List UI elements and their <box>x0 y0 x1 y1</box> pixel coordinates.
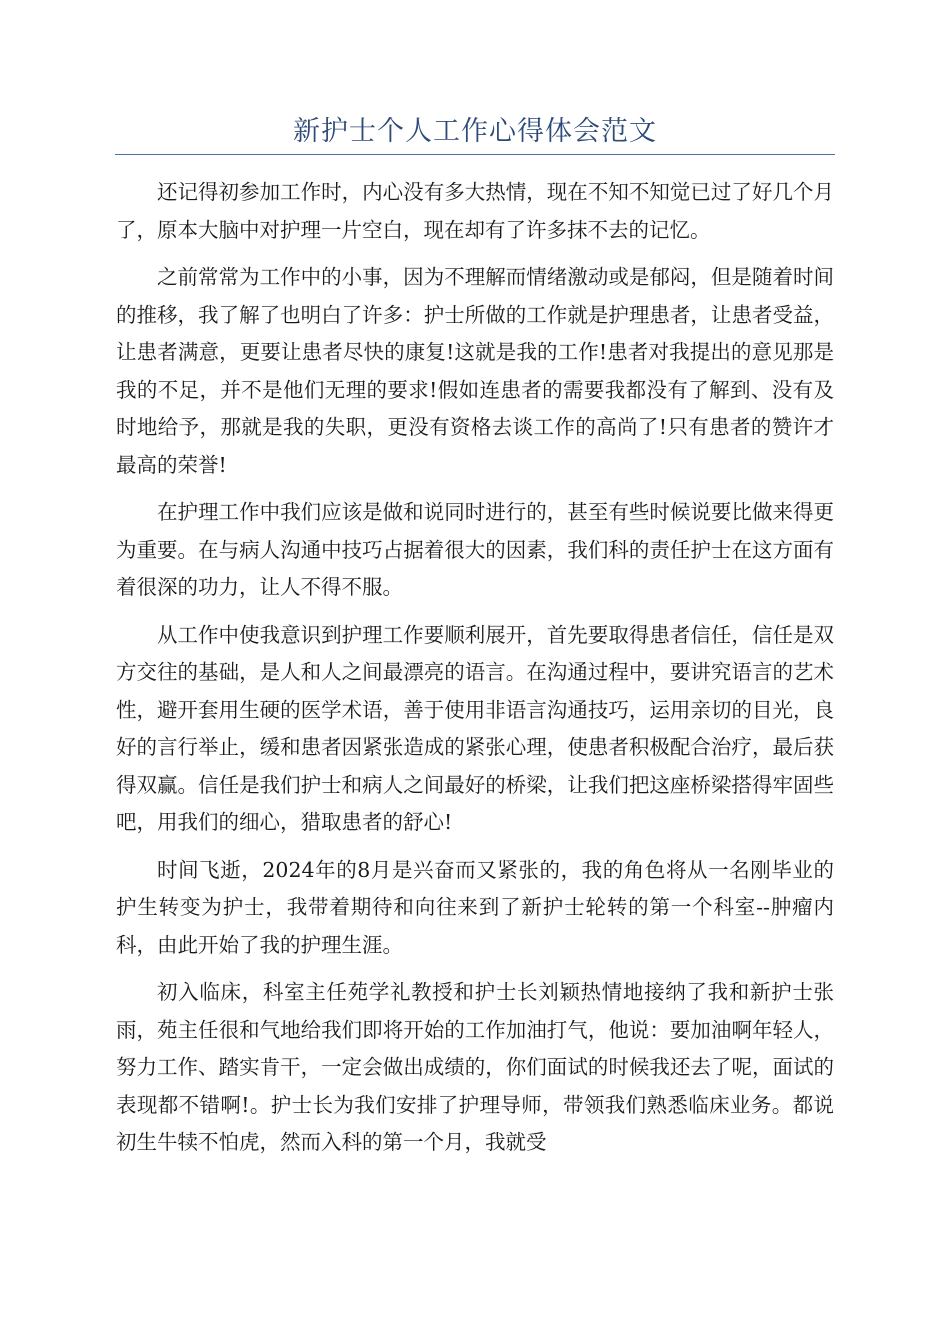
paragraph-4: 从工作中使我意识到护理工作要顺利展开，首先要取得患者信任，信任是双方交往的基础，是人和人之间最漂亮的语言。在沟通过程中，要讲究语言的艺术性，避开套用生硬的医学术语，善于使用非语言沟通技巧，运用亲切的目光，良好的言行举止，缓和患者因紧张造成的紧张心理，使患者积极配合治疗，最后获得双赢。信任是我们护士和病人之间最好的桥梁，让我们把这座桥梁搭得牢固些吧，用我们的细心，猎取患者的舒心! <box>116 622 834 834</box>
title-underline <box>115 154 835 155</box>
document-title: 新护士个人工作心得体会范文 <box>293 116 657 147</box>
paragraph-3: 在护理工作中我们应该是做和说同时进行的，甚至有些时候说要比做来得更为重要。在与病人沟通中技巧占据着很大的因素，我们科的责任护士在这方面有着很深的功力，让人不得不服。 <box>116 500 834 599</box>
paragraph-2: 之前常常为工作中的小事，因为不理解而情绪激动或是郁闷，但是随着时间的推移，我了解了也明白了许多：护士所做的工作就是护理患者，让患者受益，让患者满意，更要让患者尽快的康复!这就是我的工作!患者对我提出的意见那是我的不足，并不是他们无理的要求!假如连患者的需要我都没有了解到、没有及时地给予，那就是我的失职，更没有资格去谈工作的高尚了!只有患者的赞许才最高的荣誉! <box>116 265 834 477</box>
paragraph-6: 初入临床，科室主任苑学礼教授和护士长刘颖热情地接纳了我和新护士张雨，苑主任很和气地给我们即将开始的工作加油打气，他说：要加油啊年轻人，努力工作、踏实肯干，一定会做出成绩的，你们面试的时候我还去了呢，面试的表现都不错啊!。护士长为我们安排了护理导师，带领我们熟悉临床业务。都说初生牛犊不怕虎，然而入科的第一个月，我就受 <box>116 980 834 1154</box>
paragraph-5: 时间飞逝，2024年的8月是兴奋而又紧张的，我的角色将从一名刚毕业的护生转变为护士，我带着期待和向往来到了新护士轮转的第一个科室--肿瘤内科，由此开始了我的护理生涯。 <box>116 857 834 957</box>
paragraph-1: 还记得初参加工作时，内心没有多大热情，现在不知不知觉已过了好几个月了，原本大脑中对护理一片空白，现在却有了许多抹不去的记忆。 <box>116 180 834 242</box>
document-body <box>116 174 834 1172</box>
